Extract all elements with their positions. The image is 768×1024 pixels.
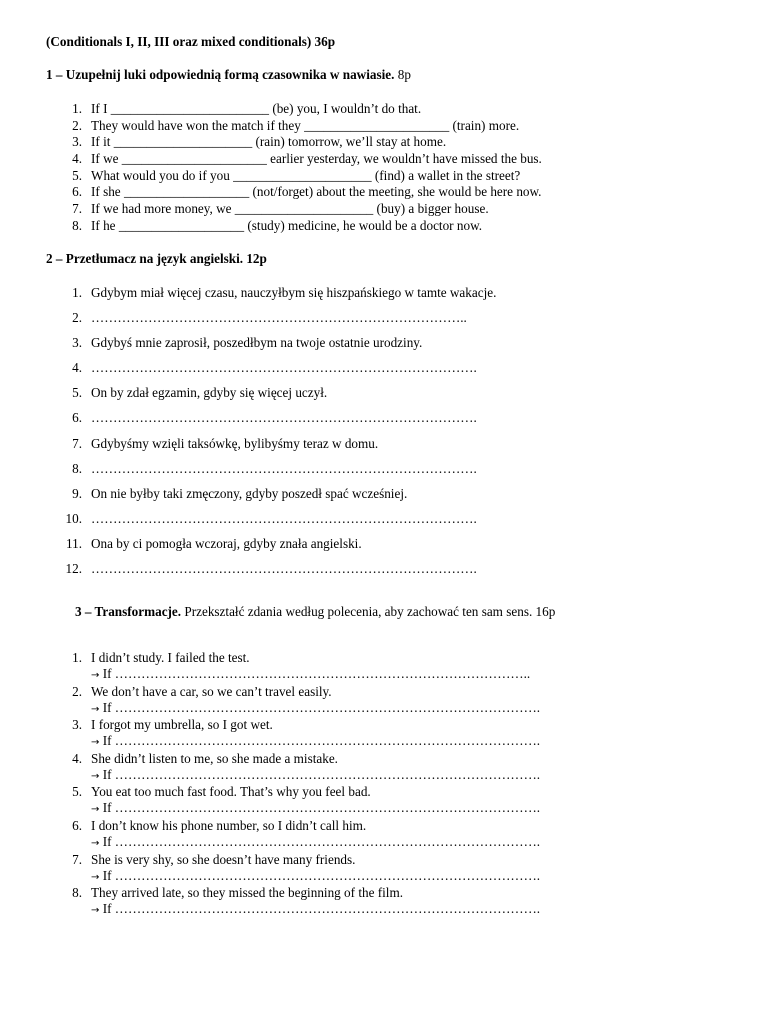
answer-dots: If ……………………………………………………………………………………. (99, 901, 541, 917)
section-1-points: 8p (394, 67, 411, 82)
arrow-icon: → (91, 670, 100, 681)
item-number: 3. (72, 335, 82, 351)
item-number: 4. (72, 750, 82, 766)
item-number: 5. (72, 385, 82, 401)
item-number: 2. (72, 117, 82, 133)
item-text: I forgot my umbrella, so I got wet. (91, 717, 273, 733)
item-text: ………………………………………………………………………….. (91, 310, 467, 326)
item-text: Gdybyśmy wzięli taksówkę, bylibyśmy teraz w domu. (91, 435, 379, 451)
section-1-heading-bold: 1 – Uzupełnij luki odpowiednią formą czasownika w nawiasie. (46, 67, 395, 82)
arrow-icon: → (91, 871, 100, 883)
item-number: 8. (72, 217, 82, 233)
item-text: If it _____________________ (rain) tomorrow, we’ll stay at home. (91, 134, 447, 150)
item-number: 11. (66, 535, 82, 551)
arrow-icon: → (91, 703, 100, 715)
item-text: ……………………………………………………………………………. (91, 410, 477, 426)
item-text: If he ___________________ (study) medicine, he would be a doctor now. (91, 217, 483, 233)
answer-line (91, 901, 540, 917)
item-text: On by zdał egzamin, gdyby się więcej uczył. (91, 385, 328, 401)
item-number: 6. (72, 817, 82, 833)
answer-dots: If ……………………………………………………………………………………. (99, 800, 541, 816)
item-text: If I ________________________ (be) you, I wouldn’t do that. (91, 101, 422, 116)
item-number: 4. (72, 360, 82, 376)
section-2-heading-bold: 2 – Przetłumacz na język angielski. 12p (46, 251, 267, 266)
item-text: I didn’t study. I failed the test. (91, 650, 250, 665)
answer-line (91, 834, 540, 850)
answer-dots: If ………………………………………………………………………………….. (99, 666, 531, 681)
item-number: 3. (72, 717, 82, 733)
section-2-heading (46, 251, 267, 267)
item-text: They arrived late, so they missed the beginning of the film. (91, 885, 404, 901)
item-text: I don’t know his phone number, so I didn’t call him. (91, 817, 367, 833)
section-3-heading-bold: 3 – Transformacje. (75, 604, 182, 619)
item-number: 5. (72, 167, 82, 183)
item-number: 5. (72, 784, 82, 800)
item-text: If we had more money, we _____________________ (buy) a bigger house. (91, 201, 489, 217)
arrow-icon: → (91, 804, 100, 816)
item-text: On nie byłby taki zmęczony, gdyby poszedł spać wcześniej. (91, 485, 408, 501)
item-number: 1. (72, 101, 82, 116)
answer-line (91, 868, 540, 884)
item-number: 12. (65, 561, 82, 577)
item-text: We don’t have a car, so we can’t travel easily. (91, 683, 332, 699)
section-3-instruction: Przekształć zdania według polecenia, aby zachować ten sam sens. 16p (181, 604, 556, 619)
arrow-icon: → (91, 737, 100, 749)
answer-dots: If ……………………………………………………………………………………. (99, 833, 541, 849)
section-3-heading (75, 604, 555, 620)
answer-line (91, 733, 540, 749)
item-number: 8. (72, 460, 82, 476)
item-number: 8. (72, 885, 82, 901)
item-text: What would you do if you _____________________ (find) a wallet in the street? (91, 167, 521, 183)
arrow-icon: → (91, 837, 100, 849)
item-number: 2. (72, 683, 82, 699)
item-number: 1. (72, 285, 82, 300)
item-text: She didn’t listen to me, so she made a mistake. (91, 750, 338, 766)
item-text: Gdybym miał więcej czasu, nauczyłbym się hiszpańskiego w tamte wakacje. (91, 285, 497, 300)
item-number: 10. (65, 510, 82, 526)
answer-dots: If ……………………………………………………………………………………. (99, 766, 541, 782)
item-number: 7. (72, 435, 82, 451)
item-number: 6. (72, 410, 82, 426)
item-number: 1. (72, 650, 82, 665)
answer-line (91, 767, 540, 783)
answer-dots: If ……………………………………………………………………………………. (99, 733, 541, 749)
item-text: ……………………………………………………………………………. (91, 510, 477, 526)
item-number: 6. (72, 184, 82, 200)
arrow-icon: → (91, 770, 100, 782)
item-number: 7. (72, 851, 82, 867)
item-number: 9. (72, 485, 82, 501)
item-number: 3. (72, 134, 82, 150)
worksheet-title: (Conditionals I, II, III oraz mixed conditionals) 36p (46, 34, 336, 49)
arrow-icon: → (91, 905, 100, 917)
item-text: They would have won the match if they ______________________ (train) more. (91, 117, 520, 133)
answer-dots: If ……………………………………………………………………………………. (99, 867, 541, 883)
item-text: ……………………………………………………………………………. (91, 360, 477, 376)
item-text: ……………………………………………………………………………. (91, 561, 477, 577)
item-text: ……………………………………………………………………………. (91, 460, 477, 476)
item-number: 7. (72, 201, 82, 217)
item-text: Gdybyś mnie zaprosił, poszedłbym na twoje ostatnie urodziny. (91, 335, 423, 351)
section-1-heading (46, 67, 411, 83)
answer-line (91, 800, 540, 816)
item-text: She is very shy, so she doesn’t have many friends. (91, 851, 356, 867)
item-text: If she ___________________ (not/forget) about the meeting, she would be here now. (91, 184, 542, 200)
item-text: You eat too much fast food. That’s why you feel bad. (91, 784, 371, 800)
answer-line (91, 666, 530, 682)
answer-line (91, 700, 540, 716)
item-number: 4. (72, 151, 82, 167)
answer-dots: If ……………………………………………………………………………………. (99, 699, 541, 715)
item-number: 2. (72, 310, 82, 326)
item-text: Ona by ci pomogła wczoraj, gdyby znała angielski. (91, 535, 362, 551)
item-text: If we ______________________ earlier yesterday, we wouldn’t have missed the bus. (91, 151, 542, 167)
